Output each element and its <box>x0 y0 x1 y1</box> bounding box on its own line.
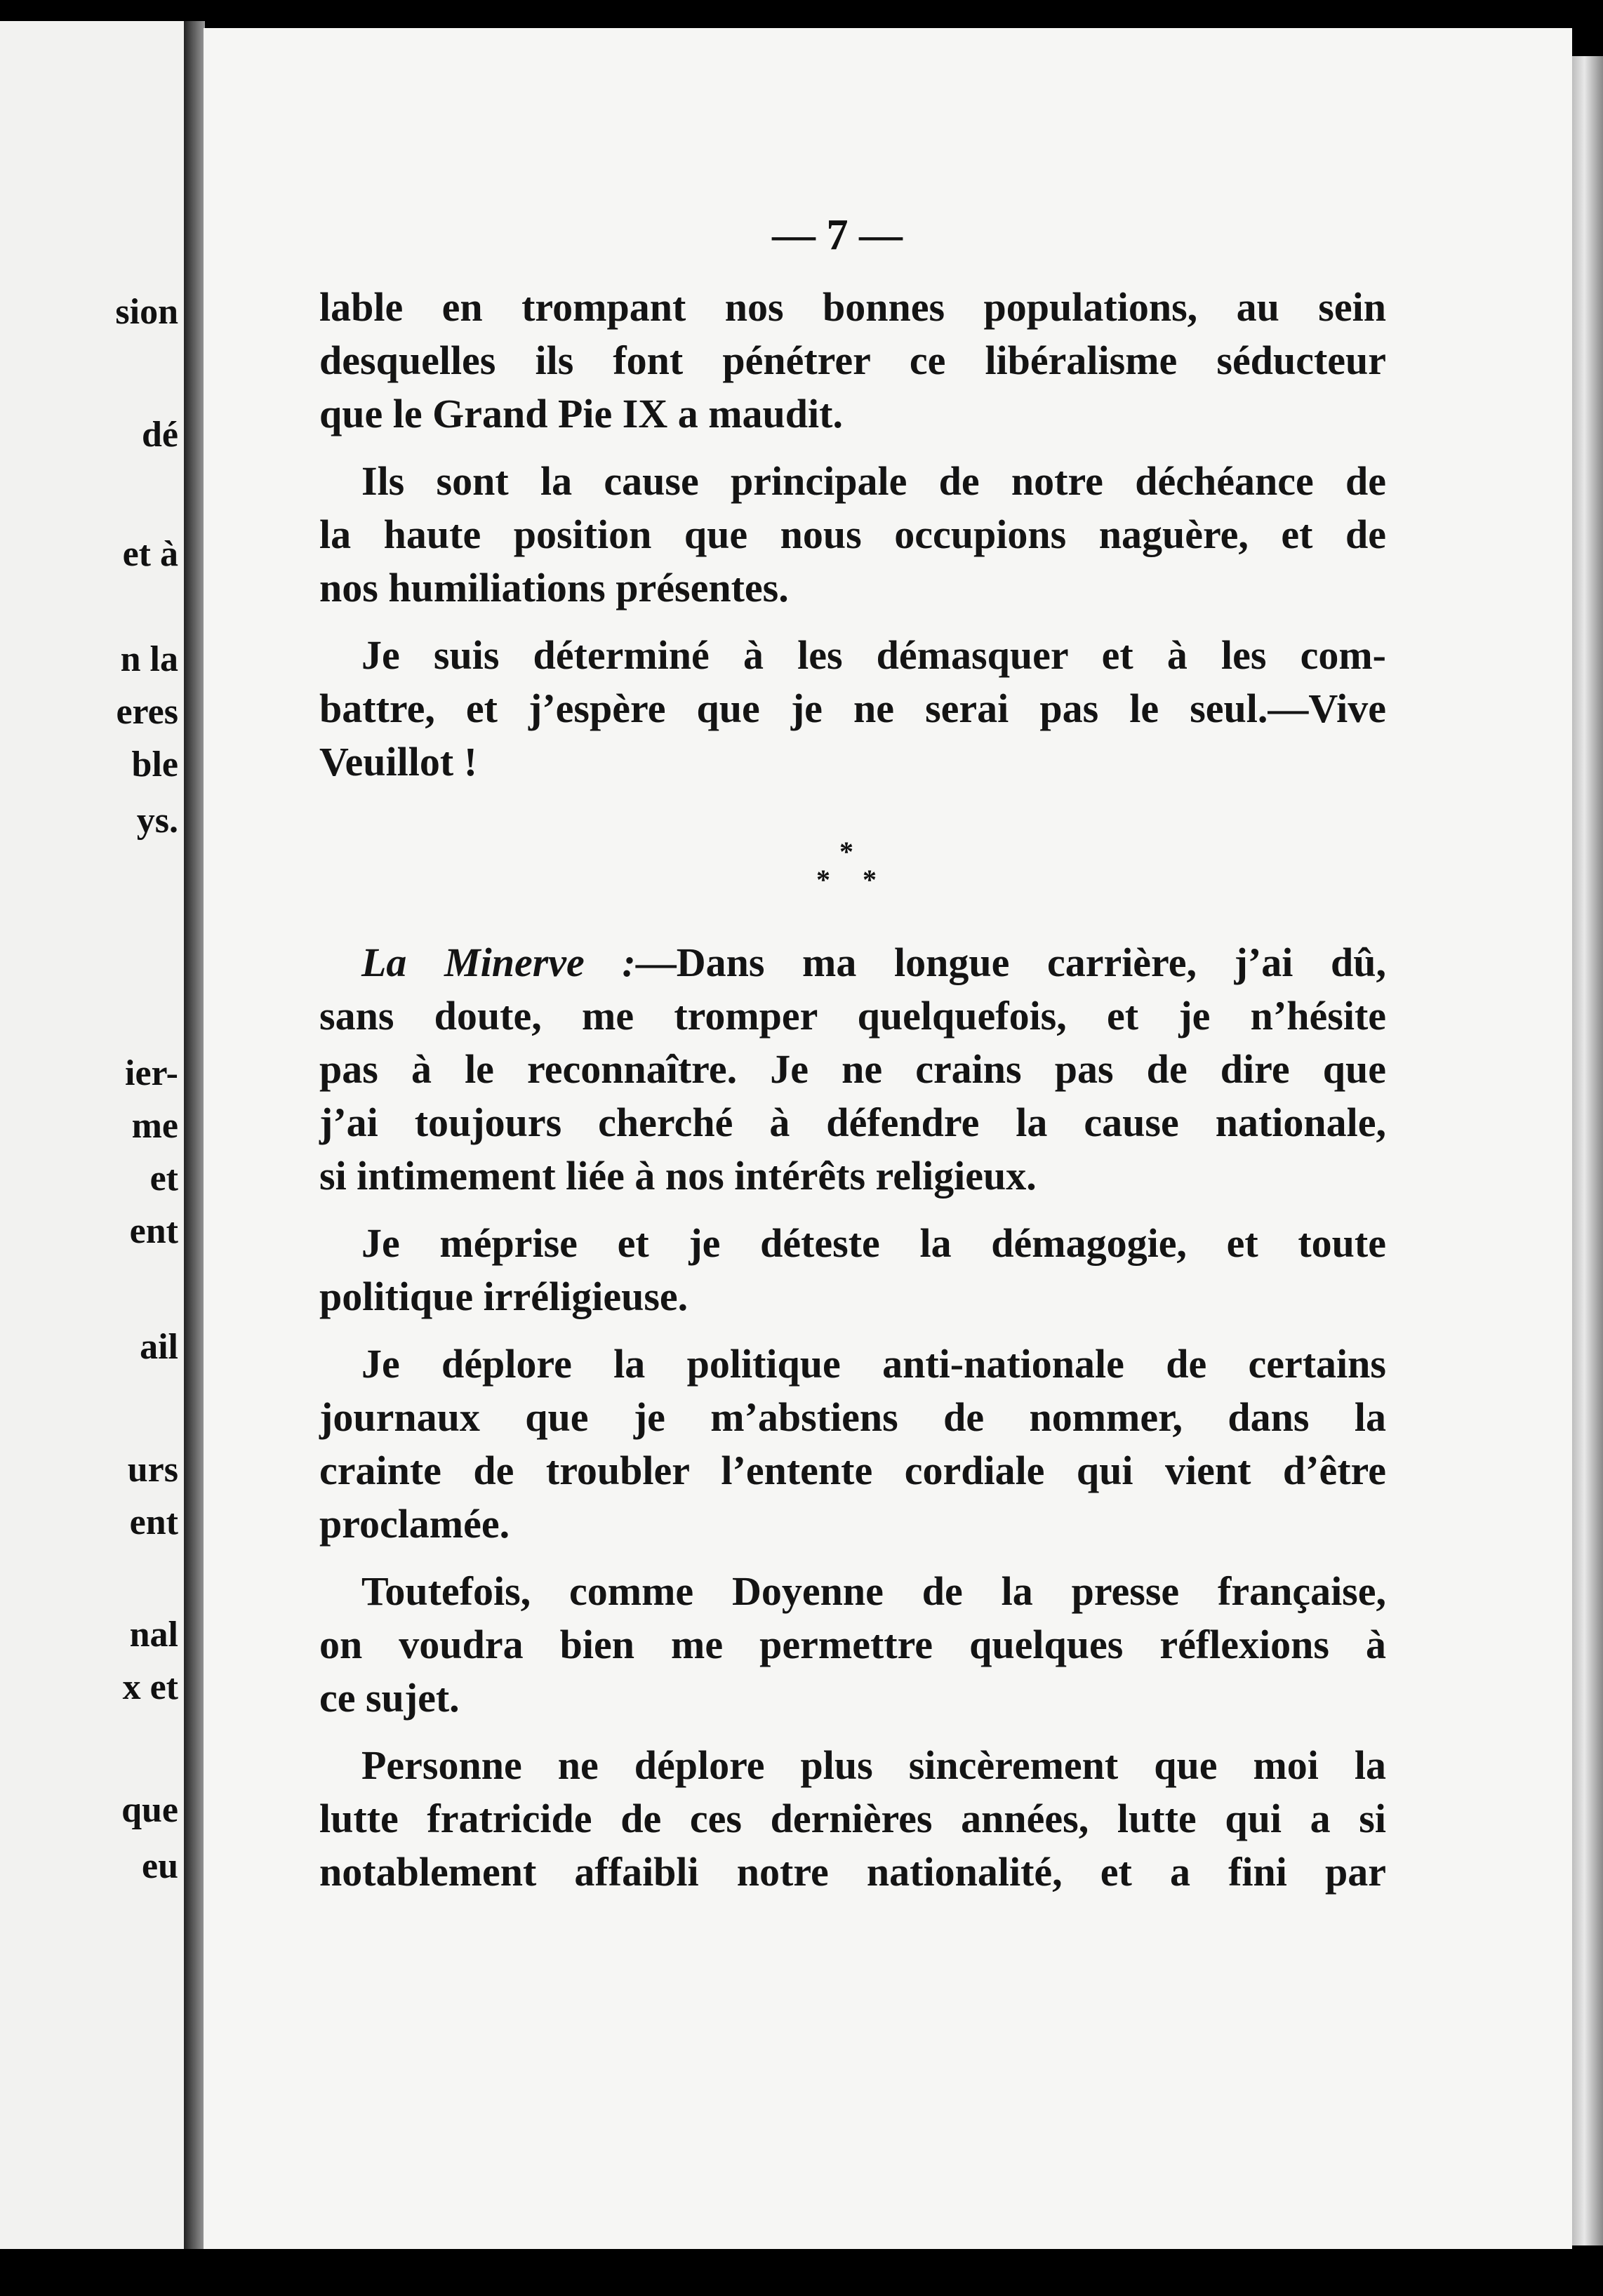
text-line: journaux que je m’abstiens de nommer, dans la <box>319 1394 1386 1440</box>
facing-page-fragment: que <box>121 1790 178 1830</box>
text-line: proclamée. <box>319 1501 510 1547</box>
facing-page-fragment: et à <box>122 534 178 574</box>
page-number: — 7 — <box>772 211 903 259</box>
text-line: j’ai toujours cherché à défendre la cause nationale, <box>319 1100 1386 1145</box>
text-line: la haute position que nous occupions naguère, et de <box>319 512 1386 557</box>
facing-page-fragment: ier- <box>125 1053 178 1093</box>
text-line <box>319 936 1386 989</box>
text-line: notablement affaibli notre nationalité, et a fini par <box>319 1849 1386 1895</box>
text-line: Personne ne déplore plus sincèrement que moi la <box>361 1742 1386 1788</box>
text-line: battre, et j’espère que je ne serai pas le seul.—Vive <box>319 686 1386 731</box>
facing-page-fragment: et <box>149 1159 178 1199</box>
asterism-bottom: * * <box>816 864 889 895</box>
facing-page-fragment: sion <box>115 292 178 332</box>
text-line: lutte fratricide de ces dernières années, lutte qui a si <box>319 1796 1386 1841</box>
facing-page-fragment: x et <box>122 1667 178 1707</box>
book-gutter <box>184 21 205 2249</box>
page-edge <box>1572 56 1603 2245</box>
text-line: politique irréligieuse. <box>319 1274 689 1319</box>
facing-page-fragment: n la <box>120 639 178 679</box>
text-line: lable en trompant nos bonnes populations, au sein <box>319 284 1386 330</box>
text-line: Je méprise et je déteste la démagogie, et toute <box>361 1220 1386 1266</box>
paragraph-7 <box>319 1565 1386 1725</box>
text-line: que le Grand Pie IX a maudit. <box>319 391 843 436</box>
facing-page-fragment: me <box>131 1106 178 1146</box>
facing-page-fragment: dé <box>142 415 178 455</box>
page-body <box>319 281 1386 1913</box>
facing-page-fragment: ble <box>131 745 178 785</box>
text-line-rest: —Dans ma longue carrière, j’ai dû, <box>635 940 1386 985</box>
asterism-top: * <box>839 836 866 867</box>
facing-page-fragment: ys. <box>136 801 178 841</box>
text-line: crainte de troubler l’entente cordiale qui vient d’être <box>319 1448 1386 1493</box>
text-line: on voudra bien me permettre quelques réflexions à <box>319 1622 1386 1667</box>
text-line: si intimement liée à nos intérêts religieux. <box>319 1153 1037 1199</box>
text-line: Je déplore la politique anti-nationale de certains <box>361 1341 1386 1387</box>
text-line: sans doute, me tromper quelquefois, et je n’hésite <box>319 993 1386 1039</box>
facing-page-fragment: ent <box>129 1211 178 1251</box>
text-line: pas à le reconnaître. Je ne crains pas de dire que <box>319 1046 1386 1092</box>
text-line: Toutefois, comme Doyenne de la presse française, <box>361 1568 1386 1614</box>
paragraph-8 <box>319 1739 1386 1899</box>
paragraph-4 <box>319 936 1386 1203</box>
text-line: nos humiliations présentes. <box>319 565 789 610</box>
text-line: ce sujet. <box>319 1675 460 1721</box>
paragraph-1 <box>319 281 1386 441</box>
paragraph-3 <box>319 629 1386 789</box>
paragraph-2 <box>319 455 1386 615</box>
facing-page-fragment: ent <box>129 1502 178 1542</box>
text-line: Je suis déterminé à les démasquer et à les com- <box>361 632 1386 678</box>
facing-page-fragment: eres <box>116 692 178 732</box>
facing-page-fragment: eu <box>142 1846 178 1886</box>
paragraph-5 <box>319 1217 1386 1323</box>
paragraph-6 <box>319 1337 1386 1551</box>
facing-page <box>0 21 188 2249</box>
text-line: desquelles ils font pénétrer ce libéralisme séducteur <box>319 338 1386 383</box>
separator-asterism <box>319 838 1386 894</box>
text-line: Veuillot ! <box>319 739 478 785</box>
source-name: La Minerve : <box>361 940 636 985</box>
facing-page-fragment: nal <box>129 1615 178 1655</box>
facing-page-fragment: urs <box>127 1450 178 1490</box>
text-line: Ils sont la cause principale de notre déchéance de <box>361 458 1386 504</box>
facing-page-fragment: ail <box>140 1327 178 1367</box>
